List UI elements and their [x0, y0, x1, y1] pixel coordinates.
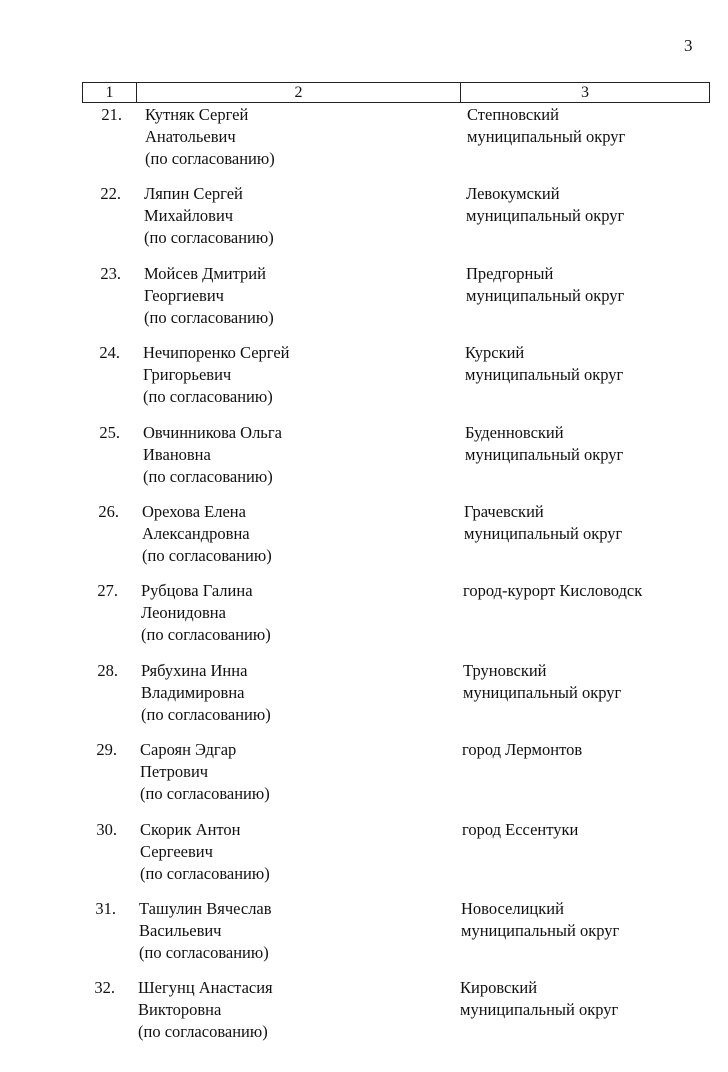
row-number: 32. — [94, 978, 115, 997]
municipality — [466, 183, 624, 227]
name-line: Шегунц Анастасия — [138, 978, 273, 997]
name-line: Орехова Елена — [142, 502, 246, 521]
approval-note: (по согласованию) — [139, 943, 269, 962]
person-name — [141, 660, 271, 726]
name-line: Скорик Антон — [140, 820, 241, 839]
name-line: Нечипоренко Сергей — [143, 343, 290, 362]
name-line: Григорьевич — [143, 365, 232, 384]
row-number: 24. — [99, 343, 120, 362]
row-number: 21. — [101, 105, 122, 124]
approval-note: (по согласованию) — [138, 1022, 268, 1041]
municipality-line: муниципальный округ — [463, 683, 622, 702]
municipality-line: муниципальный округ — [465, 365, 624, 384]
municipality — [462, 819, 578, 841]
approval-note: (по согласованию) — [144, 308, 274, 327]
municipality-line: город Лермонтов — [462, 740, 583, 759]
row-number: 26. — [98, 502, 119, 521]
table-row — [0, 104, 728, 174]
municipality — [466, 263, 624, 307]
table-row — [0, 977, 728, 1047]
municipality-line: муниципальный округ — [461, 921, 620, 940]
table-row — [0, 739, 728, 809]
approval-note: (по согласованию) — [142, 546, 272, 565]
name-line: Васильевич — [139, 921, 222, 940]
name-line: Овчинникова Ольга — [143, 423, 282, 442]
municipality-line: муниципальный округ — [460, 1000, 619, 1019]
name-line: Сароян Эдгар — [140, 740, 237, 759]
name-line: Викторовна — [138, 1000, 222, 1019]
table-row — [0, 660, 728, 730]
row-number: 28. — [97, 661, 118, 680]
municipality-line: муниципальный округ — [465, 445, 624, 464]
row-number: 25. — [99, 423, 120, 442]
name-line: Рубцова Галина — [141, 581, 253, 600]
header-col-3: 3 — [581, 84, 589, 101]
municipality-line: город-курорт Кисловодск — [463, 581, 643, 600]
name-line: Кутняк Сергей — [145, 105, 249, 124]
page-number: 3 — [684, 36, 693, 55]
row-number: 30. — [96, 820, 117, 839]
name-line: Ташулин Вячеслав — [139, 899, 272, 918]
municipality-line: Предгорный — [466, 264, 554, 283]
municipality-line: Буденновский — [465, 423, 564, 442]
name-line: Петрович — [140, 762, 209, 781]
municipality-line: Левокумский — [466, 184, 560, 203]
approval-note: (по согласованию) — [144, 228, 274, 247]
municipality-line: Труновский — [463, 661, 547, 680]
municipality-line: город Ессентуки — [462, 820, 579, 839]
person-name — [140, 819, 270, 885]
person-name — [144, 263, 274, 329]
row-number: 27. — [97, 581, 118, 600]
name-line: Михайлович — [144, 206, 234, 225]
header-col-2: 2 — [137, 83, 461, 102]
approval-note: (по согласованию) — [143, 387, 273, 406]
municipality-line: муниципальный округ — [466, 206, 625, 225]
person-name — [143, 342, 289, 408]
approval-note: (по согласованию) — [140, 784, 270, 803]
municipality — [465, 342, 623, 386]
municipality — [463, 580, 642, 602]
municipality-line: муниципальный округ — [464, 524, 623, 543]
municipality-line: Грачевский — [464, 502, 544, 521]
table-row — [0, 422, 728, 492]
name-line: Георгиевич — [144, 286, 224, 305]
person-name — [145, 104, 275, 170]
municipality — [462, 739, 582, 761]
approval-note: (по согласованию) — [143, 467, 273, 486]
person-name — [144, 183, 274, 249]
name-line: Анатольевич — [145, 127, 236, 146]
municipality — [461, 898, 619, 942]
approval-note: (по согласованию) — [141, 705, 271, 724]
table-row — [0, 898, 728, 968]
name-line: Ивановна — [143, 445, 211, 464]
person-name — [142, 501, 272, 567]
name-line: Мойсев Дмитрий — [144, 264, 266, 283]
municipality-line: Кировский — [460, 978, 538, 997]
municipality-line: Новоселицкий — [461, 899, 564, 918]
table-row — [0, 183, 728, 253]
table-row — [0, 263, 728, 333]
header-col-1: 1 — [83, 83, 137, 102]
table-row — [0, 580, 728, 650]
table-row — [0, 342, 728, 412]
municipality-line: Степновский — [467, 105, 559, 124]
approval-note: (по согласованию) — [141, 625, 271, 644]
row-number: 31. — [95, 899, 116, 918]
table-row — [0, 501, 728, 571]
approval-note: (по согласованию) — [145, 149, 275, 168]
approval-note: (по согласованию) — [140, 864, 270, 883]
person-name — [139, 898, 272, 964]
person-name — [141, 580, 271, 646]
municipality — [460, 977, 618, 1021]
municipality-line: муниципальный округ — [466, 286, 625, 305]
municipality — [464, 501, 622, 545]
name-line: Рябухина Инна — [141, 661, 248, 680]
person-name — [143, 422, 282, 488]
name-line: Ляпин Сергей — [144, 184, 243, 203]
row-number: 22. — [100, 184, 121, 203]
name-line: Владимировна — [141, 683, 245, 702]
municipality — [467, 104, 625, 148]
row-number: 23. — [100, 264, 121, 283]
table-row — [0, 819, 728, 889]
name-line: Леонидовна — [141, 603, 226, 622]
municipality — [465, 422, 623, 466]
municipality-line: Курский — [465, 343, 525, 362]
municipality-line: муниципальный округ — [467, 127, 626, 146]
name-line: Александровна — [142, 524, 250, 543]
name-line: Сергеевич — [140, 842, 213, 861]
municipality — [463, 660, 621, 704]
person-name — [138, 977, 273, 1043]
person-name — [140, 739, 270, 805]
table-header — [82, 82, 710, 103]
row-number: 29. — [96, 740, 117, 759]
